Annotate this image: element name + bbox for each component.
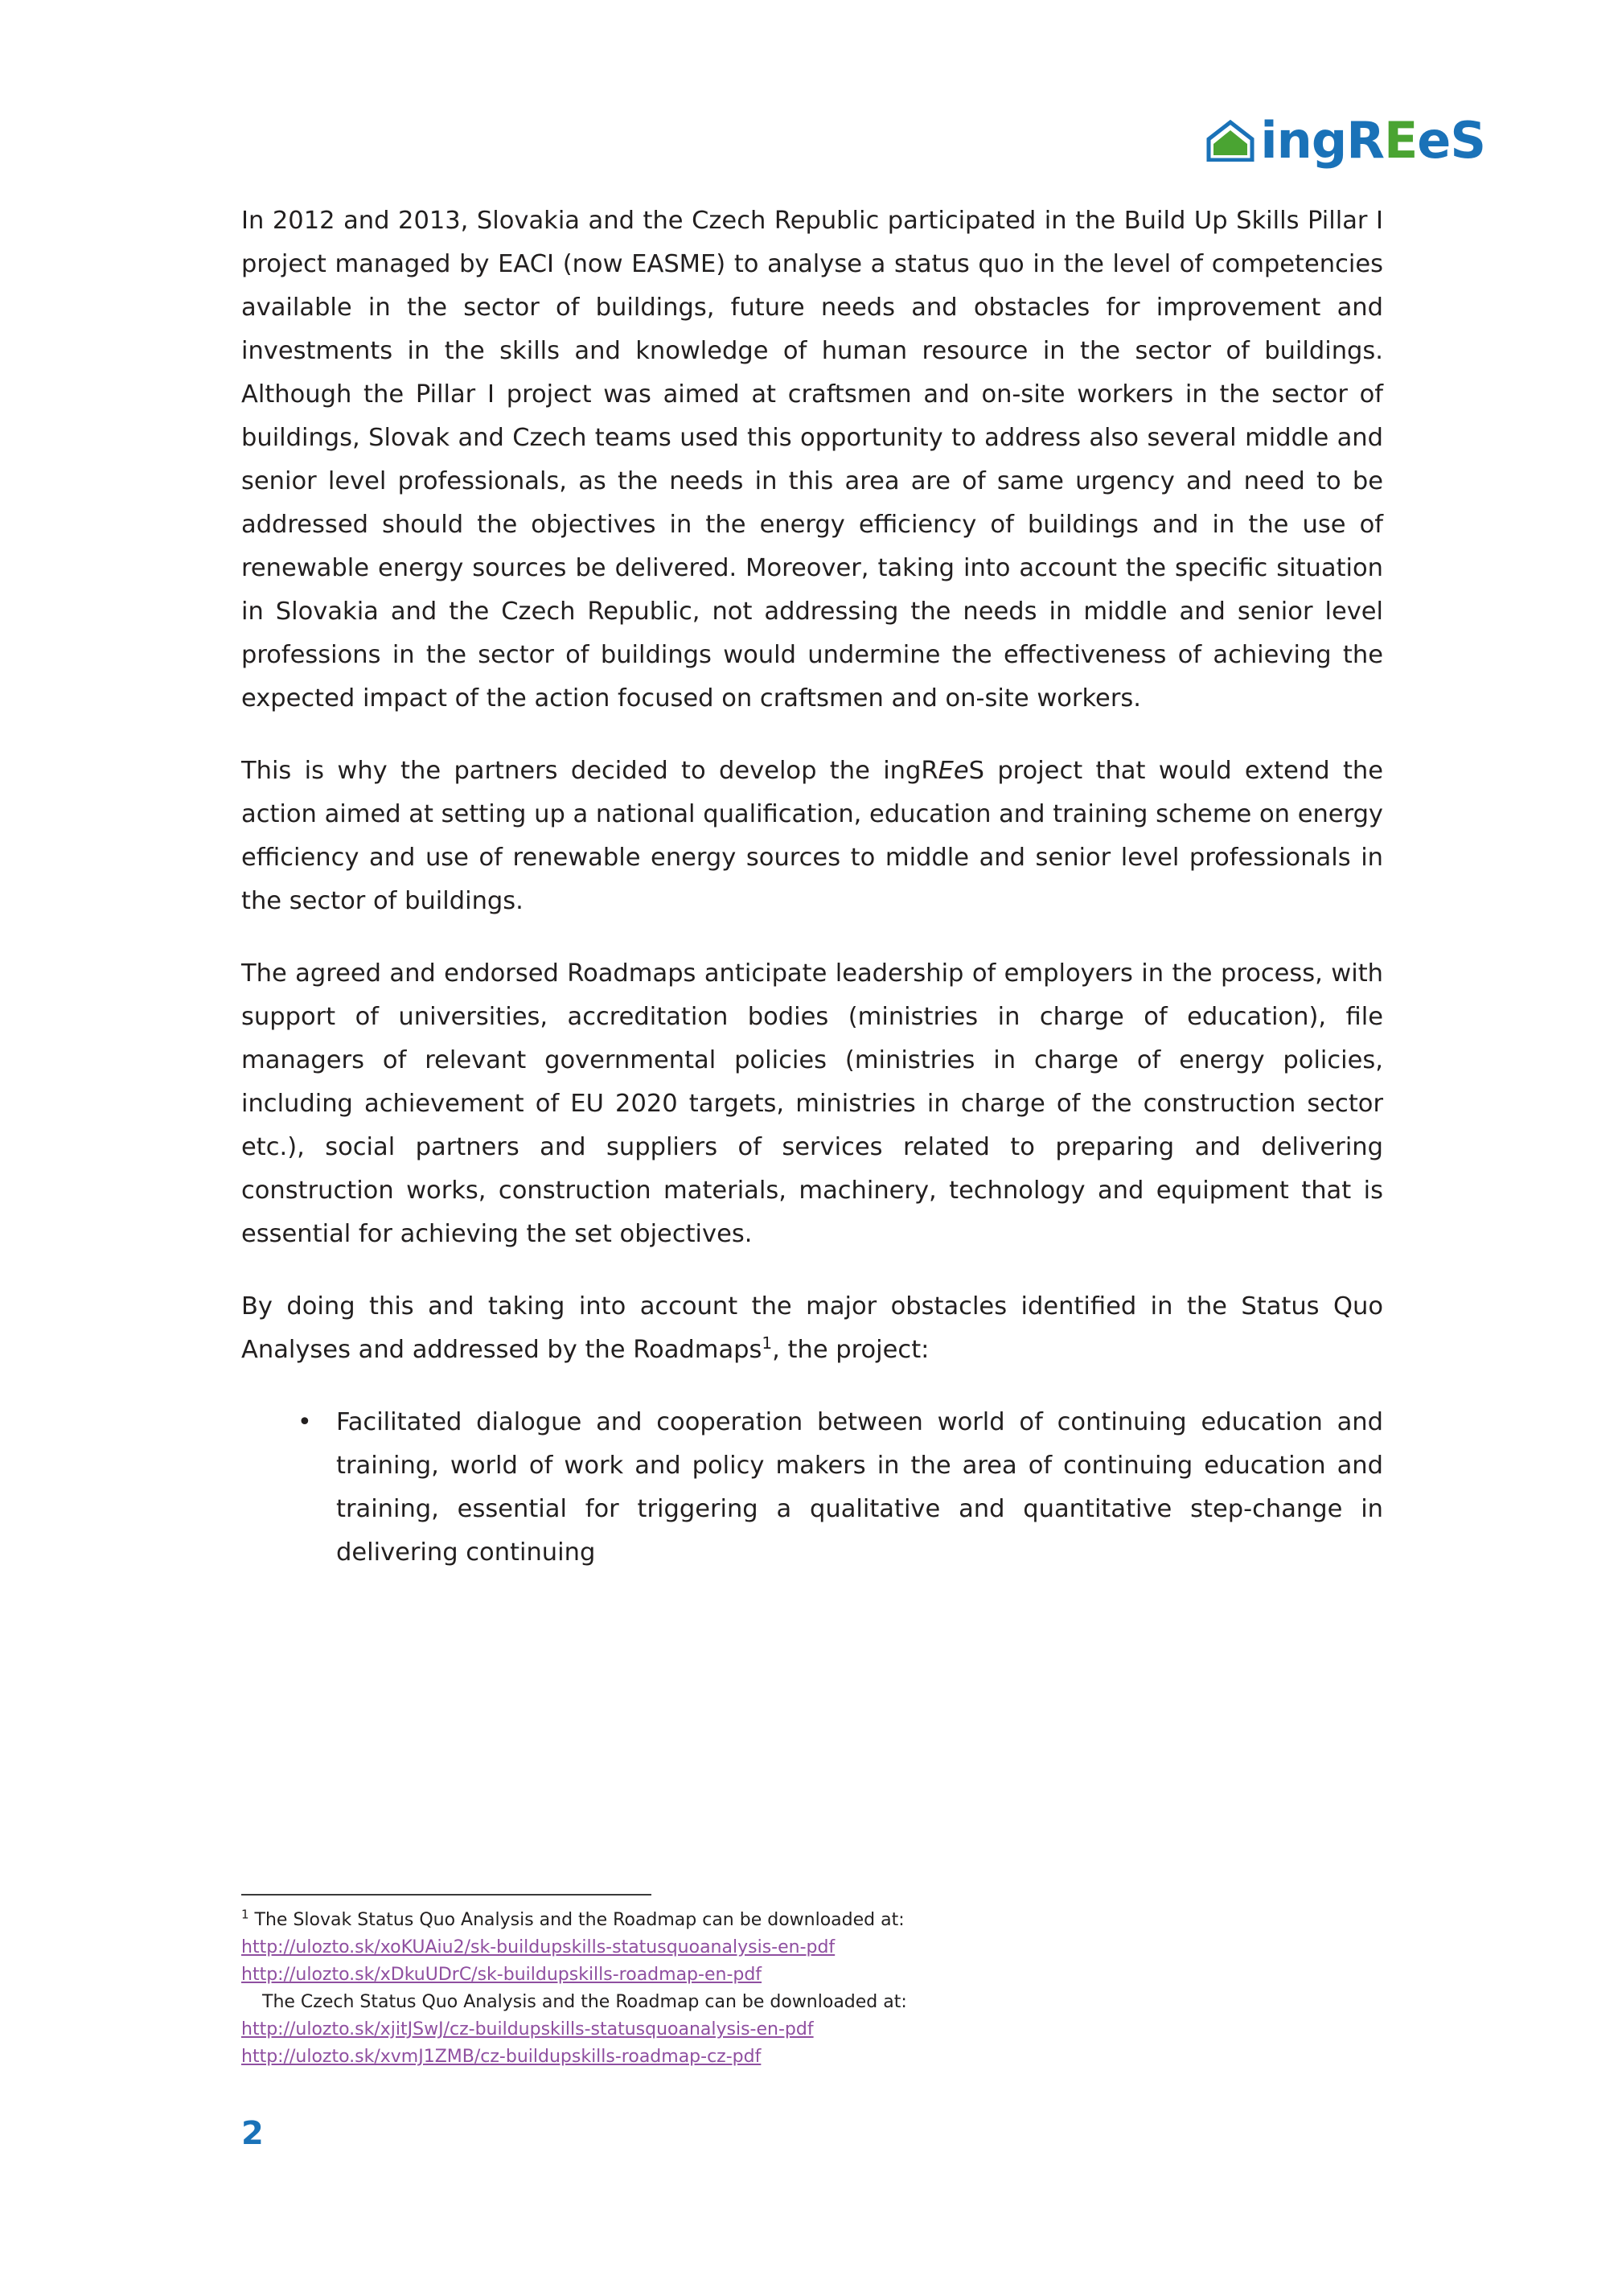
paragraph-2-post: S project that would extend the action aimed at setting up a national qualification, education and training scheme on energy efficiency and use of renewable energy sources to middle and senior level professionals in the sector of buildings. [241,757,1383,915]
footnote-line-1 [241,1907,1383,1934]
page-number: 2 [241,2115,264,2152]
footnote-link-cz-roadmap[interactable]: http://ulozto.sk/xvmJ1ZMB/cz-buildupskills-roadmap-cz-pdf [241,2047,762,2067]
paragraph-4-pre: By doing this and taking into account the major obstacles identified in the Status Quo Analyses and addressed by the Roadmaps [241,1292,1383,1364]
list-item: • Facilitated dialogue and cooperation between world of continuing education and training, world of work and policy makers in the area of continuing education and training, essential for triggering a qualitative and quantitative step-change in delivering continuing [336,1401,1383,1575]
footnote-link-sk-analysis[interactable]: http://ulozto.sk/xoKUAiu2/sk-buildupskills-statusquoanalysis-en-pdf [241,1937,836,1957]
footnote-text-slovak: The Slovak Status Quo Analysis and the Roadmap can be downloaded at: [254,1910,905,1930]
house-roof-icon [1205,120,1255,162]
paragraph-2-pre: This is why the partners decided to develop the ingR [241,757,938,785]
footnote-link-sk-roadmap[interactable]: http://ulozto.sk/xDkuUDrC/sk-buildupskills-roadmap-en-pdf [241,1965,762,1985]
paragraph-1: In 2012 and 2013, Slovakia and the Czech Republic participated in the Build Up Skills Pillar I project managed by EACI (now EASME) to analyse a status quo in the level of competencies available in the sector of buildings, future needs and obstacles for improvement and investments in the skills and knowledge of human resource in the sector of buildings. Although the Pillar I project was aimed at craftsmen and on-site workers in the sector of buildings, Slovak and Czech teams used this opportunity to address also several middle and senior level professionals, as the needs in this area are of same urgency and need to be addressed should the objectives in the energy efficiency of buildings and in the use of renewable energy sources be delivered. Moreover, taking into account the specific situation in Slovakia and the Czech Republic, not addressing the needs in middle and senior level professions in the sector of buildings would undermine the effectiveness of achieving the expected impact of the action focused on craftsmen and on-site workers. [241,207,1383,713]
paragraph-4-post: , the project: [772,1336,930,1364]
footnote-section [241,1894,1383,2071]
footnote-reference-1: 1 [762,1333,773,1353]
footnote-marker: 1 [241,1907,249,1922]
footnote-link-cz-analysis[interactable]: http://ulozto.sk/xjitJSwJ/cz-buildupskills-statusquoanalysis-en-pdf [241,2019,814,2039]
paragraph-3: The agreed and endorsed Roadmaps anticipate leadership of employers in the process, with support of universities, accreditation bodies (ministries in charge of education), file managers of relevant governmental policies (ministries in charge of energy policies, including achievement of EU 2020 targets, ministries in charge of the construction sector etc.), social partners and suppliers of services related to preparing and delivering construction works, construction materials, machinery, technology and equipment that is essential for achieving the set objectives. [241,959,1383,1248]
footnote-line-2: The Czech Status Quo Analysis and the Roadmap can be downloaded at: [262,1992,907,2012]
logo-wordmark: ingREeS [1260,111,1485,170]
paragraph-2-italic: Ee [938,757,969,785]
document-body [241,199,1383,1575]
paragraph-2 [241,750,1383,923]
ingrees-logo [1205,113,1485,169]
bullet-list [241,1401,1383,1575]
footnote-separator [241,1894,651,1896]
paragraph-4 [241,1285,1383,1372]
